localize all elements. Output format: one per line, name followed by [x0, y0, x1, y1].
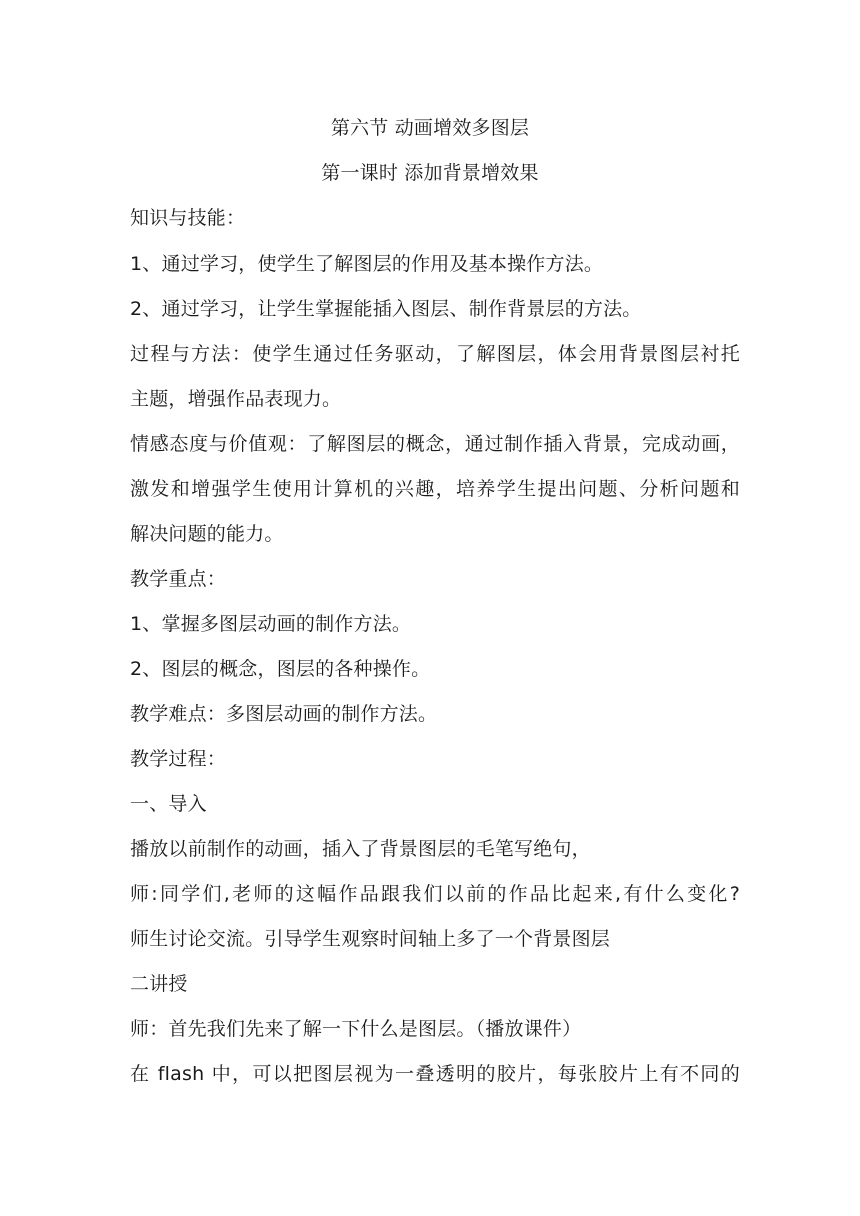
lesson-subtitle: 第一课时 添加背景增效果: [321, 162, 539, 184]
paragraph-line: 主题，增强作品表现力。: [130, 388, 342, 410]
heading-teaching-process: 教学过程：: [130, 748, 227, 770]
paragraph-line: 1、通过学习，使学生了解图层的作用及基本操作方法。: [130, 253, 604, 275]
paragraph-line: 师生讨论交流。引导学生观察时间轴上多了一个背景图层: [130, 928, 611, 950]
paragraph-line: 在 flash 中，可以把图层视为一叠透明的胶片，每张胶片上有不同的: [130, 1063, 740, 1085]
paragraph-line: 2、图层的概念，图层的各种操作。: [130, 658, 431, 680]
paragraph-line: 教学难点：多图层动画的制作方法。: [130, 703, 438, 725]
heading-knowledge-skills: 知识与技能：: [130, 207, 246, 229]
paragraph-line: 情感态度与价值观：了解图层的概念，通过制作插入背景，完成动画，: [130, 433, 740, 455]
paragraph-line: 解决问题的能力。: [130, 523, 284, 545]
paragraph-line: 1、掌握多图层动画的制作方法。: [130, 613, 412, 635]
paragraph-line: 激发和增强学生使用计算机的兴趣，培养学生提出问题、分析问题和: [130, 478, 740, 500]
section-title: 第六节 动画增效多图层: [330, 117, 530, 139]
paragraph-line: 播放以前制作的动画，插入了背景图层的毛笔写绝句，: [130, 838, 591, 860]
paragraph-line: 过程与方法：使学生通过任务驱动，了解图层，体会用背景图层衬托: [130, 343, 740, 365]
paragraph-line: 师：首先我们先来了解一下什么是图层。（播放课件）: [130, 1018, 582, 1040]
paragraph-line: 2、通过学习，让学生掌握能插入图层、制作背景层的方法。: [130, 298, 642, 320]
paragraph-line: 师:同学们,老师的这幅作品跟我们以前的作品比起来,有什么变化?: [130, 883, 740, 905]
heading-lecture: 二讲授: [130, 973, 188, 995]
heading-key-points: 教学重点：: [130, 568, 227, 590]
heading-introduction: 一、导入: [130, 793, 207, 815]
